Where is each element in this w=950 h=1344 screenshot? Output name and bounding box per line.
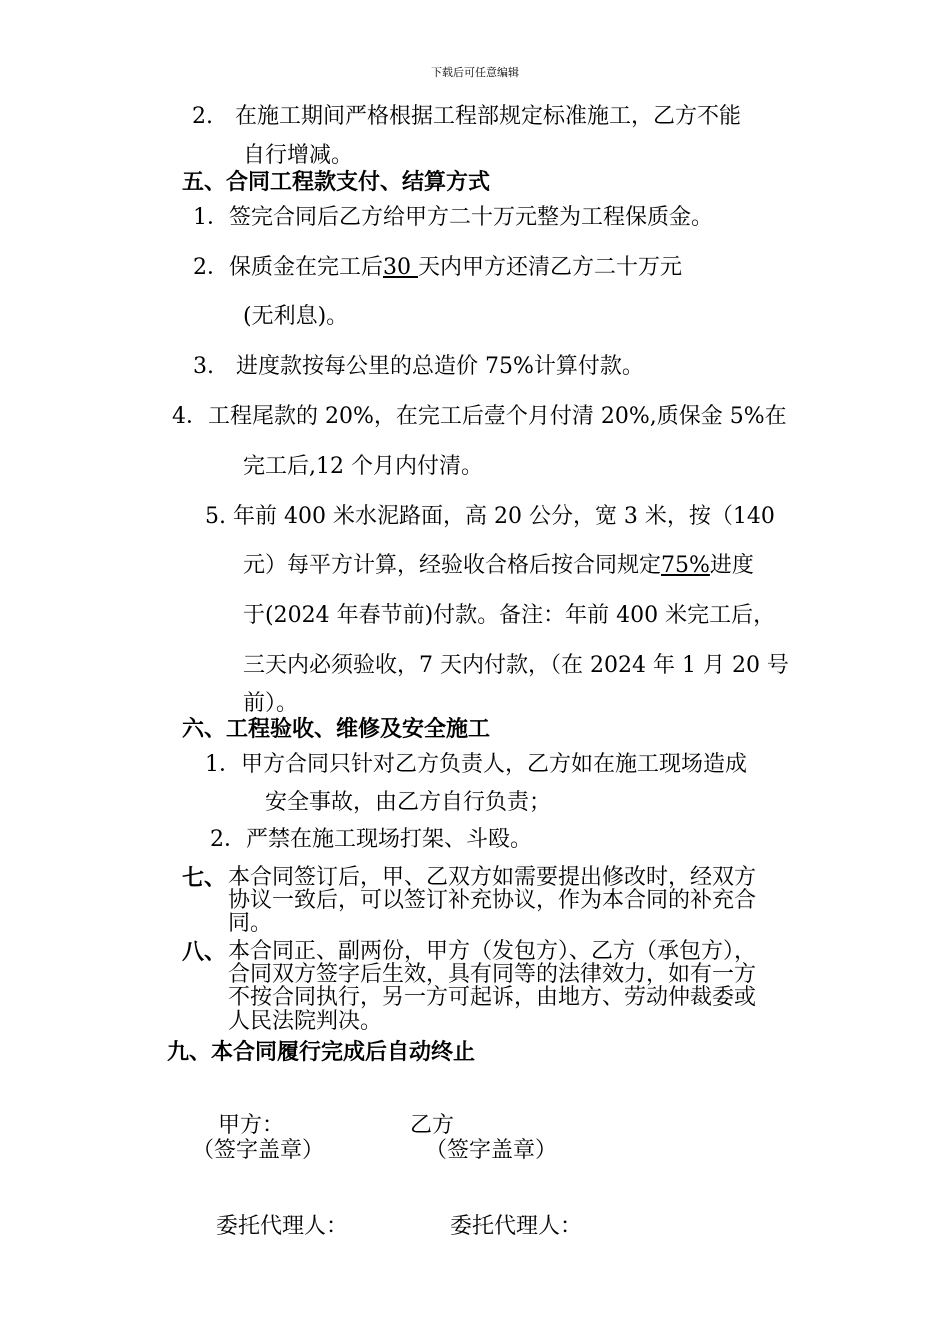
party-a-label: 甲方： bbox=[218, 1113, 285, 1138]
clause-5-item-4-cont: 完工后,12 个月内付清。 bbox=[243, 454, 483, 479]
clause-6-item-1-cont: 安全事故，由乙方自行负责； bbox=[265, 790, 552, 815]
section-9-heading: 九、本合同履行完成后自动终止 bbox=[167, 1039, 476, 1065]
clause-8-line2: 合同双方签字后生效，具有同等的法律效力，如有一方 bbox=[228, 962, 757, 987]
clause-5-item-5-text-a: 元）每平方计算，经验收合格后按合同规定 bbox=[243, 553, 662, 578]
clause-5-item-2-cont: (无利息)。 bbox=[243, 304, 349, 329]
clause-4-item-2: 2. 在施工期间严格根据工程部规定标准施工，乙方不能 bbox=[192, 104, 741, 129]
clause-7-line2: 协议一致后，可以签订补充协议，作为本合同的补充合 bbox=[228, 888, 757, 913]
clause-5-item-1: 1．签完合同后乙方给甲方二十万元整为工程保质金。 bbox=[193, 205, 713, 230]
party-b-label: 乙方 bbox=[410, 1113, 455, 1138]
section-5-heading: 五、合同工程款支付、结算方式 bbox=[182, 169, 491, 195]
clause-5-item-4: 4．工程尾款的 20%，在完工后壹个月付清 20%,质保金 5%在 bbox=[172, 404, 787, 429]
clause-6-item-1: 1．甲方合同只针对乙方负责人，乙方如在施工现场造成 bbox=[205, 752, 747, 777]
clause-5-item-5-line4: 三天内必须验收，7 天内付款，（在 2024 年 1 月 20 号 bbox=[243, 653, 789, 678]
clause-5-item-5: 5. 年前 400 米水泥路面，高 20 公分，宽 3 米，按（140 bbox=[205, 504, 775, 529]
clause-5-item-5-line3: 于(2024 年春节前)付款。备注：年前 400 米完工后， bbox=[243, 603, 776, 628]
clause-7-line3: 同。 bbox=[228, 911, 273, 936]
clause-6-item-2: 2．严禁在施工现场打架、斗殴。 bbox=[210, 827, 532, 852]
clause-5-item-2 bbox=[193, 255, 682, 281]
clause-5-item-5-text-b: 进度 bbox=[709, 553, 754, 578]
clause-5-item-5-line2 bbox=[243, 553, 754, 579]
page-header: 下载后可任意编辑 bbox=[431, 66, 519, 79]
section-6-heading: 六、工程验收、维修及安全施工 bbox=[182, 716, 491, 742]
clause-5-item-5-line5: 前）。 bbox=[243, 691, 299, 716]
party-b-agent: 委托代理人： bbox=[450, 1214, 583, 1239]
clause-4-item-2-cont: 自行增减。 bbox=[243, 143, 354, 168]
clause-8-line3: 不按合同执行，另一方可起诉，由地方、劳动仲裁委或 bbox=[228, 985, 757, 1010]
party-a-agent: 委托代理人： bbox=[216, 1214, 349, 1239]
section-8-number: 八、 bbox=[182, 939, 227, 965]
clause-5-item-3: 3. 进度款按每公里的总造价 75%计算付款。 bbox=[193, 354, 644, 379]
party-a-seal: （签字盖章） bbox=[192, 1138, 325, 1163]
clause-5-item-5-percent: 75% bbox=[661, 553, 710, 578]
section-7-number: 七、 bbox=[182, 865, 227, 891]
clause-8-line4: 人民法院判决。 bbox=[228, 1009, 383, 1034]
clause-5-item-2-days: 30 bbox=[383, 255, 418, 280]
clause-5-item-2-text-b: 天内甲方还清乙方二十万元 bbox=[418, 255, 683, 280]
clause-7-line1: 本合同签订后，甲、乙双方如需要提出修改时，经双方 bbox=[228, 865, 757, 890]
clause-5-item-2-text-a: 2．保质金在完工后 bbox=[193, 255, 383, 280]
party-b-seal: （签字盖章） bbox=[425, 1138, 558, 1163]
clause-8-line1: 本合同正、副两份，甲方（发包方）、乙方（承包方）， bbox=[228, 939, 757, 964]
